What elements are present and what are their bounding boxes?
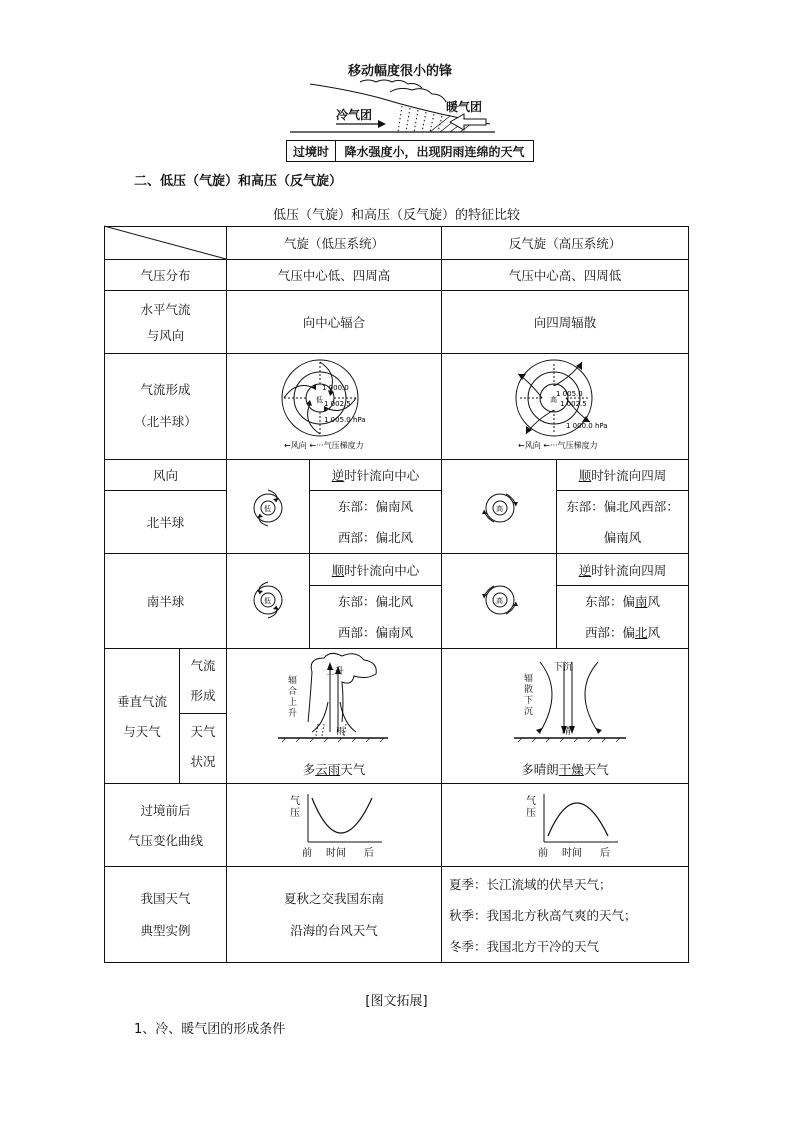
cyclone-weather: 多 云雨 天气 bbox=[302, 762, 366, 777]
warm-air-label: 暖气团 bbox=[446, 100, 483, 114]
table-caption: 低压（气旋）和高压（反气旋）的特征比较 bbox=[272, 208, 520, 223]
formation-legend: ←风向 ←···气压梯度力 bbox=[284, 441, 364, 450]
cyclone-center-label: 低 bbox=[316, 396, 323, 404]
northern-high-icon bbox=[478, 488, 522, 528]
row-label-vertical: 垂直气流 与天气 bbox=[116, 694, 167, 739]
svg-text:1 005.0: 1 005.0 bbox=[556, 390, 583, 398]
updraft-label: 上升 bbox=[326, 667, 345, 677]
pressure-curve-high bbox=[548, 803, 608, 836]
cyclone-pressure-curve bbox=[286, 788, 386, 860]
northern-cyclone-winds: 东部：偏南风 西部：偏北风 bbox=[337, 499, 413, 545]
svg-text:高: 高 bbox=[496, 505, 503, 513]
northern-low-icon bbox=[246, 488, 290, 528]
svg-text:压: 压 bbox=[290, 808, 300, 819]
row-label-horizontal: 水平气流 与风向 bbox=[140, 302, 191, 343]
cloud-icon bbox=[311, 653, 376, 722]
svg-text:1 002.5: 1 002.5 bbox=[560, 400, 587, 408]
svg-text:1 000.0 hPa: 1 000.0 hPa bbox=[566, 422, 608, 430]
northern-cyclone-heading: 逆 时针流向中心 bbox=[331, 468, 420, 483]
svg-text:前: 前 bbox=[538, 848, 548, 859]
cyclone-example: 夏秋之交我国东南 沿海的台风天气 bbox=[283, 891, 384, 938]
southern-anticyclone-winds: 东部：偏南风 西部：偏北风 bbox=[584, 594, 661, 640]
cyclone-pressure: 气压中心低、四周高 bbox=[277, 268, 391, 283]
southern-cyclone-heading: 顺 时针流向中心 bbox=[331, 562, 420, 578]
svg-text:气: 气 bbox=[526, 796, 536, 807]
transit-label: 过境时 bbox=[287, 141, 336, 161]
anticyclone-pressure-curve bbox=[522, 788, 622, 860]
southern-low-icon bbox=[246, 580, 290, 620]
row-label-formation: 气流形成 （北半球） bbox=[134, 382, 197, 429]
svg-text:高: 高 bbox=[496, 597, 503, 605]
svg-text:后: 后 bbox=[364, 848, 374, 859]
col-header-cyclone: 气旋（低压系统） bbox=[283, 236, 384, 251]
col-header-anticyclone: 反气旋（高压系统） bbox=[508, 236, 622, 251]
isobar-label-3: 1 005.0 hPa bbox=[324, 416, 366, 424]
anticyclone-weather: 多晴朗 干燥 天气 bbox=[521, 762, 609, 777]
transit-text: 降水强度小，出现阴雨连绵的天气 bbox=[344, 144, 525, 159]
svg-text:低: 低 bbox=[264, 505, 271, 513]
svg-text:前: 前 bbox=[302, 848, 312, 859]
row-label-example: 我国天气 典型实例 bbox=[140, 891, 191, 938]
anticyclone-isobar-diagram bbox=[492, 356, 662, 458]
front-figure-title: 移动幅度很小的锋 bbox=[347, 64, 452, 79]
anticyclone-center-label: 高 bbox=[550, 396, 557, 404]
cyclone-horizontal: 向中心辐合 bbox=[302, 315, 366, 330]
svg-text:时间: 时间 bbox=[562, 848, 582, 859]
southern-anticyclone-heading: 逆 时针流向四周 bbox=[578, 562, 667, 578]
isobar-label-1: 1 000.0 bbox=[322, 384, 349, 392]
pressure-curve-low bbox=[312, 798, 372, 833]
cyclone-isobar-diagram bbox=[250, 356, 420, 458]
row-label-northern: 北半球 bbox=[146, 515, 185, 530]
row-label-wind-direction: 风向 bbox=[152, 468, 178, 483]
anticyclone-example: 夏季：长江流域的伏旱天气； 秋季：我国北方秋高气爽的天气； 冬季：我国北方干冷的天气 bbox=[449, 877, 637, 954]
svg-text:压: 压 bbox=[526, 808, 536, 819]
cold-air-label: 冷气团 bbox=[336, 108, 373, 122]
svg-text:气: 气 bbox=[290, 796, 300, 807]
sunny-label: 晴 bbox=[562, 727, 572, 737]
isobar-label-2: 1 002.5 bbox=[324, 400, 351, 408]
row-label-curve: 过境前后 气压变化曲线 bbox=[127, 803, 203, 848]
sub-label-weather: 天气 状况 bbox=[190, 724, 216, 769]
extension-heading: [图文拓展] bbox=[365, 994, 428, 1009]
anticyclone-pressure: 气压中心高、四周低 bbox=[508, 268, 622, 283]
rain-label: 雨 bbox=[336, 727, 346, 737]
svg-text:时间: 时间 bbox=[326, 848, 346, 859]
subsidence-label: 下沉 bbox=[553, 662, 573, 673]
southern-high-icon bbox=[478, 580, 522, 620]
svg-text:低: 低 bbox=[264, 597, 271, 605]
southern-cyclone-winds: 东部：偏北风 西部：偏南风 bbox=[337, 594, 413, 640]
row-label-southern: 南半球 bbox=[146, 594, 185, 609]
svg-text:←风向 ←···气压梯度力: ←风向 ←···气压梯度力 bbox=[518, 441, 598, 450]
svg-text:后: 后 bbox=[600, 848, 610, 859]
convergence-label: 辐合上升 bbox=[288, 676, 298, 719]
northern-anticyclone-winds: 东部：偏北风西部： 偏南风 bbox=[566, 499, 679, 545]
section-heading: 二、低压（气旋）和高压（反气旋） bbox=[134, 174, 343, 189]
row-label-pressure: 气压分布 bbox=[140, 268, 191, 283]
northern-anticyclone-heading: 顺 时针流向四周 bbox=[578, 468, 667, 483]
anticyclone-horizontal: 向四周辐散 bbox=[533, 315, 597, 330]
divergence-label: 辐散下沉 bbox=[524, 674, 534, 717]
sub-label-formation: 气流 形成 bbox=[190, 658, 216, 703]
extension-item: 1、冷、暖气团的形成条件 bbox=[134, 1022, 286, 1037]
